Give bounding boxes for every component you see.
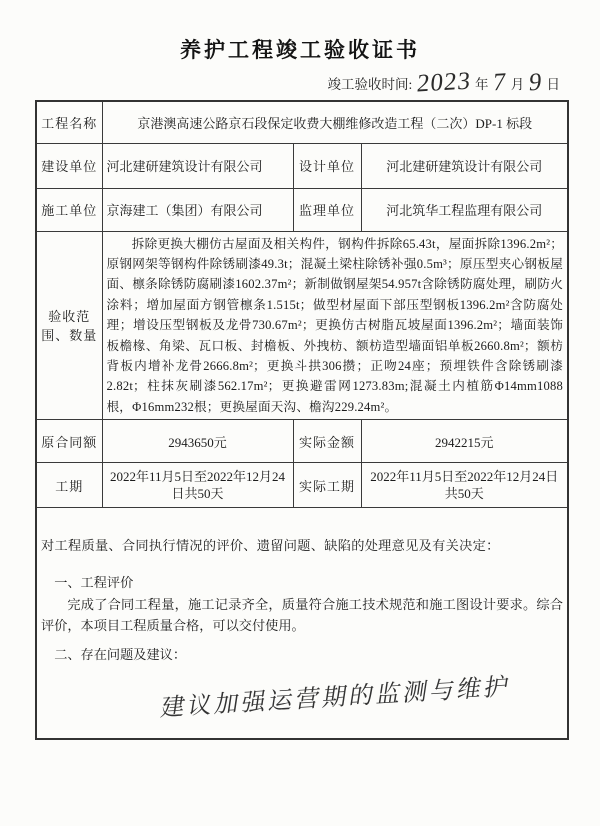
- design-unit-label: 设计单位: [293, 143, 361, 188]
- supervise-unit-value: 河北筑华工程监理有限公司: [361, 188, 568, 231]
- row-build-design-units: [36, 143, 568, 188]
- evaluation-heading: 对工程质量、合同执行情况的评价、遗留问题、缺陷的处理意见及有关决定：: [41, 537, 500, 553]
- row-construct-supervise-units: [36, 188, 568, 231]
- handwritten-suggestion-note: 建议加强运营期的监测与维护: [158, 673, 514, 722]
- project-name-label: 工程名称: [36, 101, 102, 143]
- orig-amount-value: 2943650元: [102, 420, 293, 463]
- evaluation-item1-body: 完成了合同工程量，施工记录齐全，质量符合施工技术规范和施工图设计要求。综合评价，本项目工程质量合格，可以交付使用。: [41, 596, 563, 633]
- construct-unit-value: 京海建工（集团）有限公司: [102, 188, 293, 231]
- actual-duration-value: 2022年11月5日至2022年12月24日共50天: [361, 463, 568, 508]
- handwritten-year: 2023: [415, 67, 472, 98]
- scope-value-cell: [102, 231, 568, 420]
- actual-amount-value: 2942215元: [361, 420, 568, 463]
- plan-duration-value: 2022年11月5日至2022年12月24日共50天: [102, 463, 293, 508]
- evaluation-item1-title: 一、工程评价: [54, 574, 134, 590]
- evaluation-cell: [36, 508, 568, 740]
- scope-label: 验收范围、数量: [36, 231, 102, 420]
- row-project-name: [36, 101, 568, 143]
- scope-value: 拆除更换大棚仿古屋面及相关构件，钢构件拆除65.43t，屋面拆除1396.2m²；原钢网架等钢构件除锈刷漆49.3t；混凝土梁柱除锈补强0.5m³；原压型夹心钢板屋面、檩条除锈防腐刷漆1602.37m²；新制做钢屋架54.957t含除锈防腐处理，刷防火涂料；增加屋面方钢管檩条1.515t；做型材屋面下部压型钢板1396.2m²含防腐处理；增设压型钢板及龙骨730.67m²；更换仿古树脂瓦坡屋面1396.2m²；墙面装饰板檐椽、角梁、瓦口板、封檐板、外拽枋、额枋造型墙面铝单板2660.8m²；额枋背板内增补龙骨2666.8m²；更换斗拱306攒；正吻24座；预埋铁件含除锈刷漆2.82t；柱抹灰刷漆562.17m²；更换避雷网1273.83m;混凝土内植筋Φ14mm1088根，Φ16mm232根；更换屋面天沟、檐沟229.24m²。: [106, 236, 563, 414]
- date-label: 竣工验收时间:: [327, 77, 413, 92]
- month-unit: 月: [510, 77, 525, 92]
- row-duration: [36, 463, 568, 508]
- actual-duration-label: 实际工期: [293, 463, 361, 508]
- design-unit-value: 河北建研建筑设计有限公司: [361, 143, 568, 188]
- construct-unit-label: 施工单位: [36, 188, 102, 231]
- build-unit-label: 建设单位: [36, 143, 102, 188]
- evaluation-item2-title: 二、存在问题及建议：: [54, 646, 187, 662]
- supervise-unit-label: 监理单位: [293, 188, 361, 231]
- row-acceptance-scope: [36, 231, 568, 420]
- handwritten-day: 9: [527, 68, 544, 97]
- project-name-value: 京港澳高速公路京石段保定收费大棚维修改造工程（二次）DP-1 标段: [102, 101, 568, 143]
- acceptance-date-line: [0, 64, 600, 100]
- day-unit: 日: [546, 77, 560, 92]
- row-contract-amount: [36, 420, 568, 463]
- document-title: 养护工程竣工验收证书: [180, 39, 420, 62]
- actual-amount-label: 实际金额: [293, 420, 361, 463]
- year-unit: 年: [475, 77, 489, 92]
- certificate-table: [35, 100, 569, 740]
- build-unit-value: 河北建研建筑设计有限公司: [102, 143, 293, 188]
- orig-amount-label: 原合同额: [36, 420, 102, 463]
- plan-duration-label: 工期: [36, 463, 102, 508]
- row-evaluation: [36, 508, 568, 740]
- handwritten-month: 7: [491, 68, 508, 97]
